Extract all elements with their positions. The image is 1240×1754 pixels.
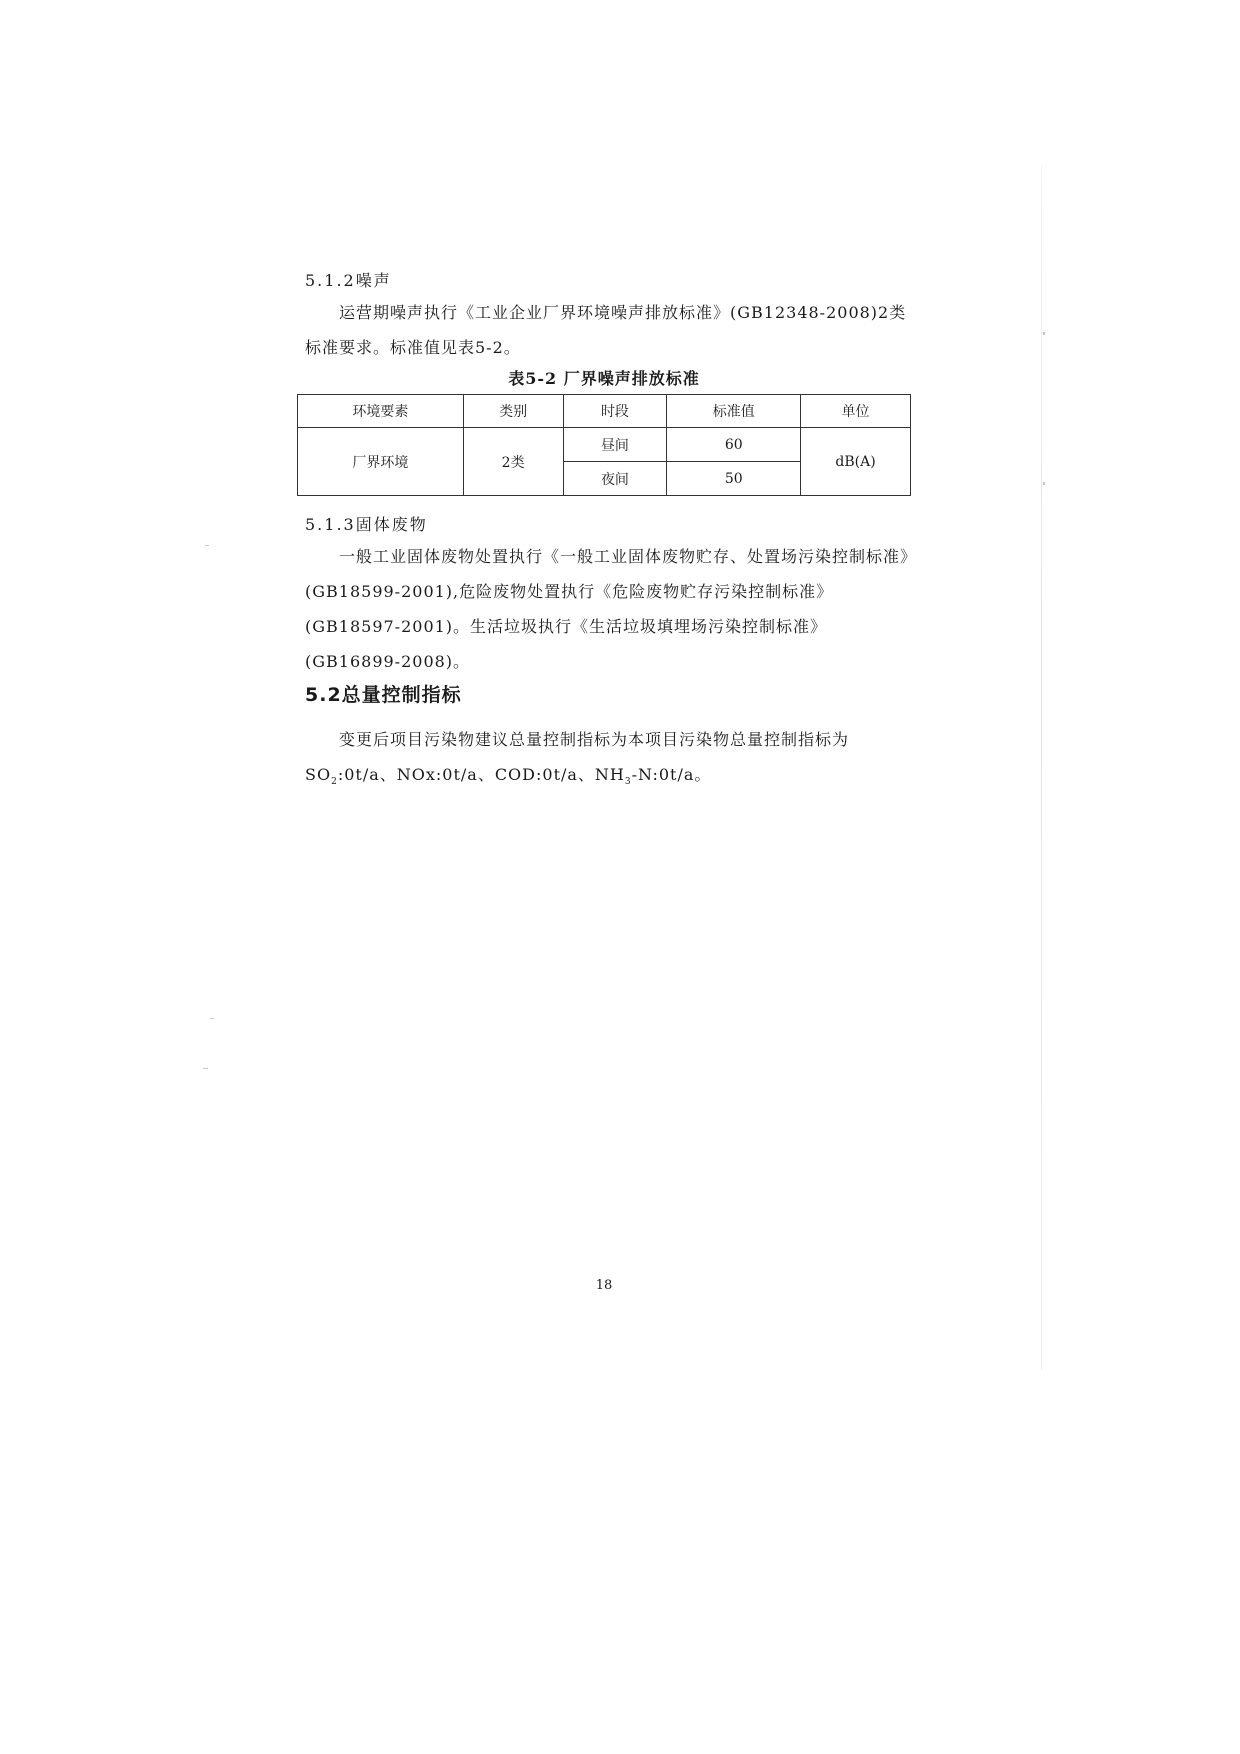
noise-standard-table xyxy=(297,394,911,496)
solid-waste-paragraph: 一般工业固体废物处置执行《一般工业固体废物贮存、处置场污染控制标准》(GB18599-2001),危险废物处置执行《危险废物贮存污染控制标准》(GB18597-2001)。生活垃圾执行《生活垃圾填埋场污染控制标准》(GB16899-2008)。 xyxy=(305,547,910,671)
table-header-cell: 标准值 xyxy=(667,395,801,428)
section-heading-noise: 5.1.2噪声 xyxy=(305,271,392,290)
table-cell-unit: dB(A) xyxy=(801,428,911,496)
nh3-value: -N:0t/a。 xyxy=(631,765,712,784)
scan-speck xyxy=(1043,332,1045,335)
table-caption: 表5-2 厂界噪声排放标准 xyxy=(508,369,700,388)
table-header-cell: 环境要素 xyxy=(298,395,464,428)
emission-values: :0t/a、NOx:0t/a、COD:0t/a、NH xyxy=(337,765,625,784)
table-header-cell: 单位 xyxy=(801,395,911,428)
scan-speck xyxy=(205,545,209,546)
section-heading-total-control: 5.2总量控制指标 xyxy=(305,684,462,706)
scan-edge-line xyxy=(1041,165,1042,1370)
scan-speck xyxy=(1043,482,1045,485)
table-header-cell: 时段 xyxy=(563,395,667,428)
scan-speck xyxy=(203,1068,208,1069)
table-cell-period: 昼间 xyxy=(563,428,667,462)
table-cell-value: 60 xyxy=(667,428,801,462)
page-number: 18 xyxy=(595,1278,613,1293)
scan-speck xyxy=(210,1018,214,1019)
total-control-intro: 变更后项目污染物建议总量控制指标为本项目污染物总量控制指标为 xyxy=(339,730,850,749)
so2-subscript: 2 xyxy=(331,777,338,788)
total-control-paragraph xyxy=(305,722,911,800)
table-cell-value: 50 xyxy=(667,462,801,496)
section-heading-solid-waste: 5.1.3固体废物 xyxy=(305,515,428,534)
so2-label: SO xyxy=(305,765,332,784)
table-header-cell: 类别 xyxy=(463,395,563,428)
table-cell-element: 厂界环境 xyxy=(298,428,464,496)
table-cell-category: 2类 xyxy=(463,428,563,496)
nh3-subscript: 3 xyxy=(624,777,632,788)
noise-paragraph: 运营期噪声执行《工业企业厂界环境噪声排放标准》(GB12348-2008)2类标准要求。标准值见表5-2。 xyxy=(305,303,907,357)
table-header-row xyxy=(298,395,911,428)
table-cell-period: 夜间 xyxy=(563,462,667,496)
table-row xyxy=(298,428,911,462)
